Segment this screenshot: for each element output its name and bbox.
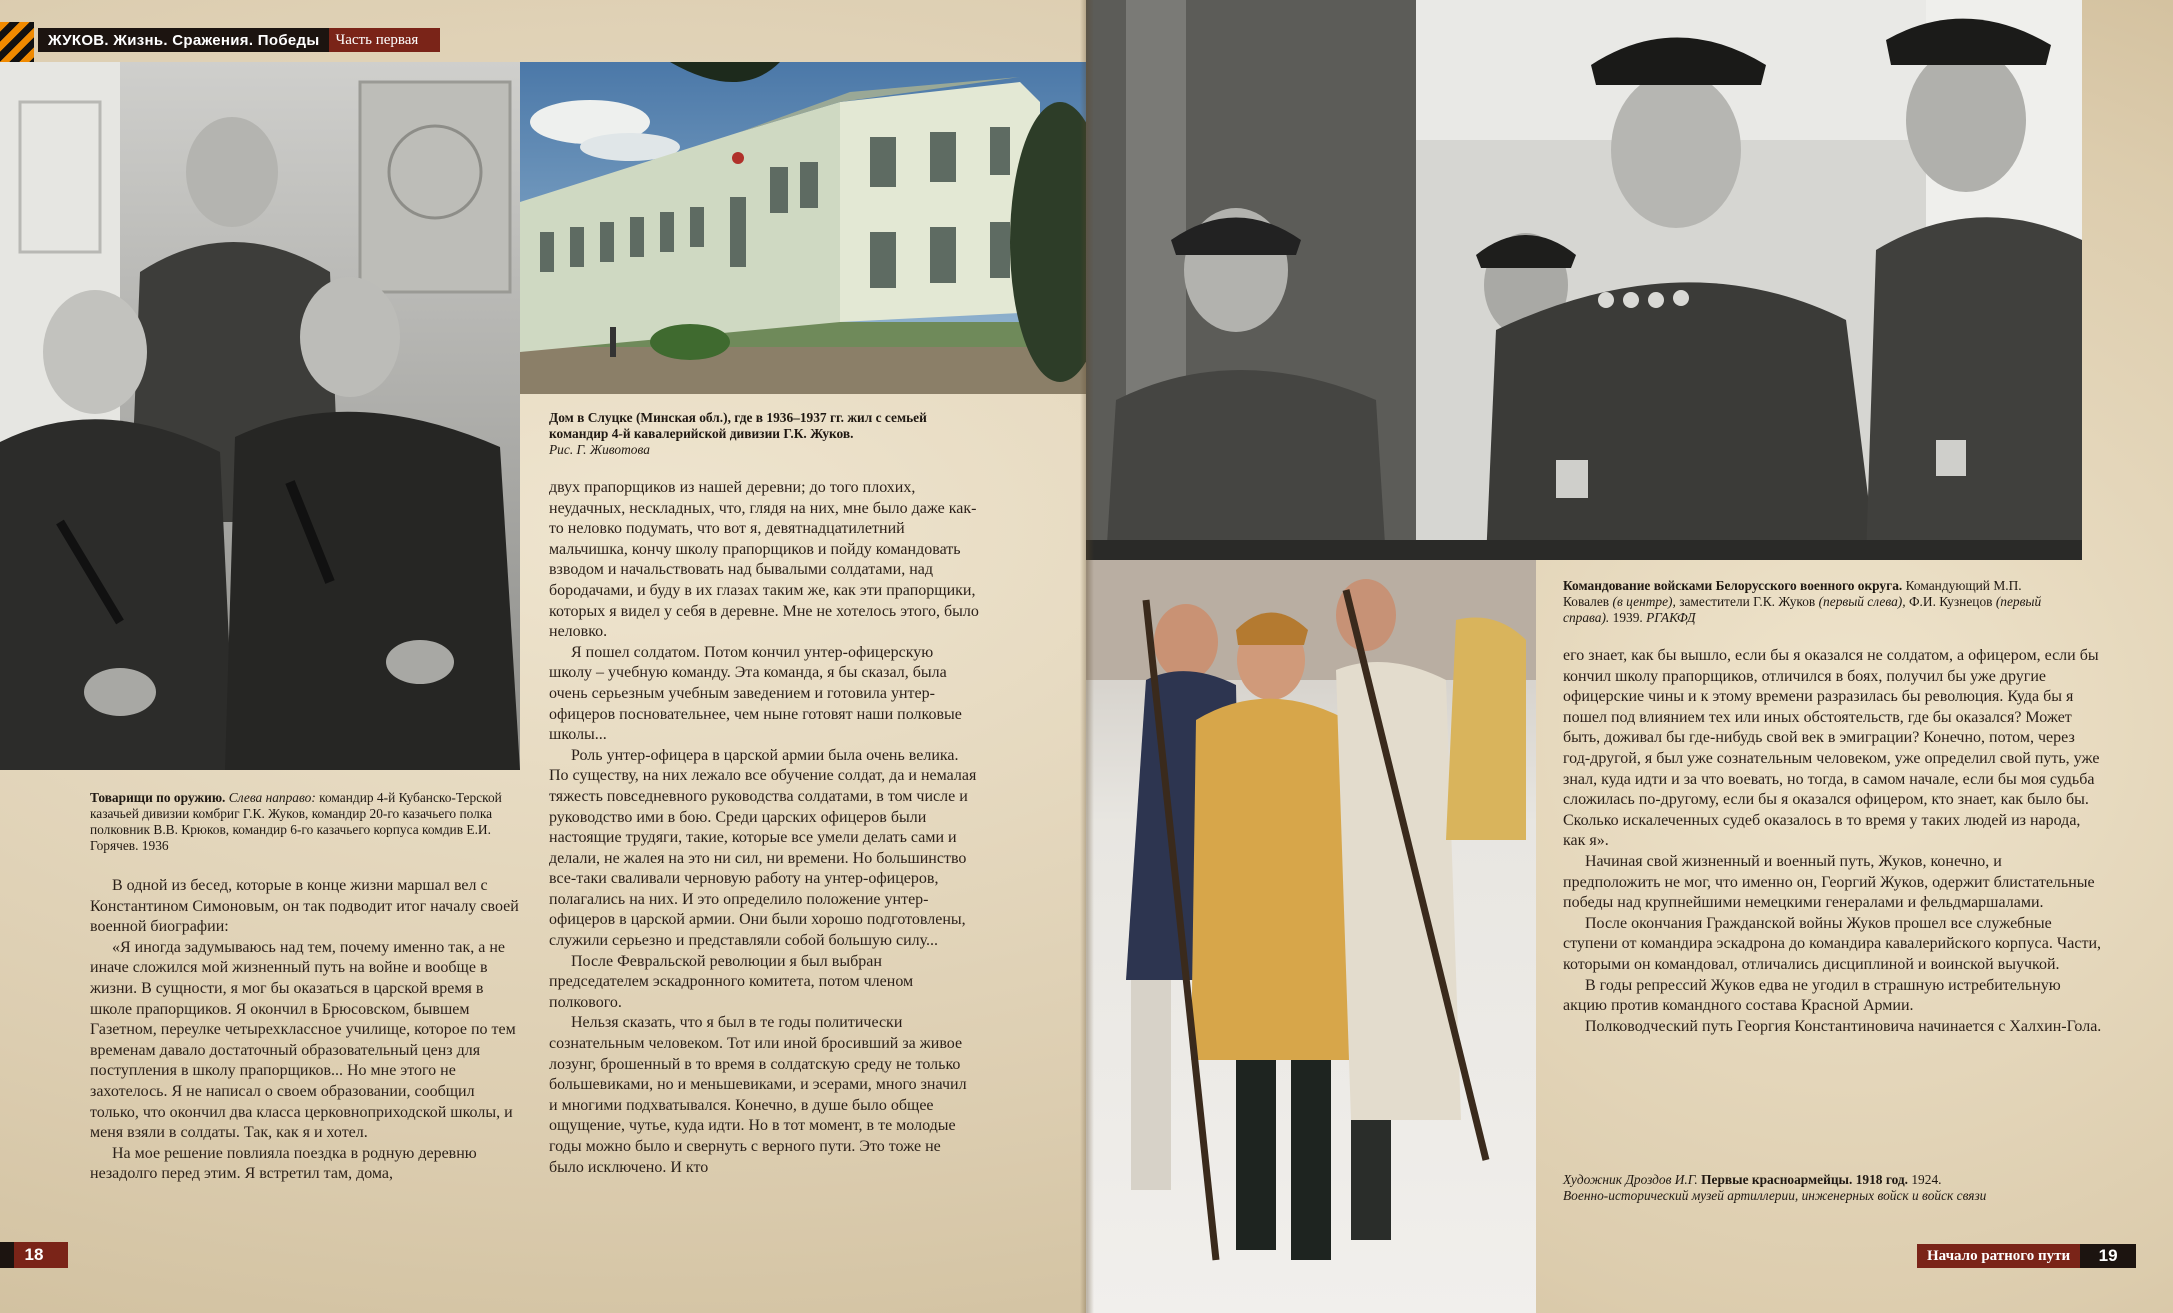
caption-painting-source: Военно-исторический музей артиллерии, инженерных войск и войск связи — [1563, 1188, 1987, 1203]
paragraph: В годы репрессий Жуков едва не угодил в страшную истребительную акцию против командного состава Красной Армии. — [1563, 976, 2061, 1015]
caption-command-i2: (первый слева), — [1818, 594, 1906, 609]
paragraph: Роль унтер-офицера в царской армии была очень велика. По существу, на них лежало все обучение солдат, да и немалая тяжесть повседневного руководства солдатами, в том числе и руководство ими в бою. Среди царских офицеров были настоящие трудяги, такие, которые все умели делать сами и делали, не жалея на это ни сил, ни времени. Но большинство все-таки сваливали черновую работу на унтер-офицеров, полагались на них. И это определило положение унтер-офицеров в царской армии. Они были хорошо подготовлены, служили серьезно и представляли собой большую силу... — [549, 746, 977, 950]
caption-comrades — [90, 790, 520, 854]
st-george-ribbon-icon — [0, 22, 34, 62]
paragraph: После Февральской революции я был выбран председателем эскадронного комитета, потом членом полкового. — [549, 952, 914, 1011]
painting-first-red-army-soldiers — [1086, 560, 1536, 1313]
book-spine-shadow — [1080, 0, 1094, 1313]
text-column-2 — [549, 478, 979, 1178]
paragraph: После окончания Гражданской войны Жуков прошел все служебные ступени от командира эскадрона до командира кавалерийского корпуса. Части, которыми он командовал, отличались дисциплиной и воинской выучкой. — [1563, 914, 2102, 973]
paragraph: двух прапорщиков из нашей деревни; до того плохих, неудачных, нескладных, что, глядя на них, мне было даже как-то неловко подумать, что вот я, девятнадцатилетний мальчишка, кончу школу прапорщиков и пойду командовать взводом и начальствовать над бывалыми солдатами, над бородачами, и буду в их глазах таким же, как эти прапорщики, которых я видел у себя в деревне. Мне не хотелось этого, было неловко. — [549, 479, 979, 641]
book-title: ЖУКОВ. Жизнь. Сражения. Победы — [48, 31, 320, 49]
caption-painting-author: Художник Дроздов И.Г. — [1563, 1172, 1698, 1187]
caption-comrades-text: командир 4-й Кубанско-Терской казачьей дивизии комбриг Г.К. Жуков, командир 20-го казачьего полка полковник В.В. Крюков, командир 6-го казачьего корпуса комдив Е.И. Горячев. 1936 — [90, 790, 502, 853]
text-column-1 — [90, 876, 520, 1185]
caption-command-t4: 1939. — [1612, 610, 1643, 625]
caption-command-i4: РГАКФД — [1646, 610, 1696, 625]
paragraph: В одной из бесед, которые в конце жизни маршал вел с Константином Симоновым, он так подводит итог началу своей военной биографии: — [90, 877, 519, 936]
paragraph: его знает, как бы вышло, если бы я оказался не солдатом, а офицером, если бы кончил школу прапорщиков, отличился в боях, получил бы уже другие офицерские чины и к этому времени разразилась бы революция. Куда бы я пошел под влиянием тех или иных обстоятельств, где бы оказался? Может быть, доживал бы где-нибудь свой век в эмиграции? Конечно, потом, через год-другой, я был уже сознательным человеком, уже определил свой путь, уже знал, куда идти и за что воевать, но тогда, в самом начале, если бы моя судьба сложилась по-другому, если бы я оказался офицером, кто знает, как было бы. Сколько искалеченных судеб оказалось в то время у таких людей из народа, как я». — [1563, 647, 2100, 850]
section-title: Начало ратного пути — [1917, 1244, 2080, 1268]
caption-command-i1: (в центре), — [1612, 594, 1676, 609]
paragraph: «Я иногда задумываюсь над тем, почему именно так, а не иначе сложился мой жизненный путь на войне и вообще в жизни. В сущности, я мог бы оказаться в царской время в школе прапорщиков. Я окончил в Брюсовском, бывшем Газетном, переулке четырехклассное училище, которое по тем временам давало достаточный образовательный ценз для поступления в школу прапорщиков... Но мне этого не захотелось. Я не написал о своем образовании, сообщил только, что окончил два класса церковноприходской школы, и меня взяли в солдаты. Так, как я и хотел. — [90, 938, 516, 1142]
page-number-right: 19 — [2080, 1244, 2136, 1268]
caption-command-t1: Командующий М.П. Ковалев — [1563, 578, 2022, 609]
caption-command-t2: заместители Г.К. Жуков — [1679, 594, 1816, 609]
left-page — [0, 0, 1086, 1313]
caption-command-t3: Ф.И. Кузнецов — [1908, 594, 1993, 609]
running-header — [38, 28, 440, 52]
caption-house-author: Рис. Г. Животова — [549, 442, 650, 457]
paragraph: Я пошел солдатом. Потом кончил унтер-офицерскую школу – учебную команду. Эта команда, я бы сказал, была очень серьезным учебным заведением и готовила унтер-офицеров посновательнее, чем ныне готовят наши полковые школы... — [549, 643, 962, 744]
caption-command-title: Командование войсками Белорусского военного округа. — [1563, 578, 1903, 593]
caption-comrades-title: Товарищи по оружию. — [90, 790, 226, 805]
caption-house-title: Дом в Слуцке (Минская обл.), где в 1936–1937 гг. жил с семьей командир 4-й кавалерийской дивизии Г.К. Жуков. — [549, 410, 927, 441]
caption-command — [1563, 578, 2053, 626]
photo-command-belorussian — [1086, 0, 2082, 560]
caption-comrades-direction: Слева направо: — [228, 790, 316, 805]
page-number-left: 18 — [0, 1242, 68, 1268]
paragraph: Нельзя сказать, что я был в те годы политически сознательным человеком. Тот или иной бросивший за живое лозунг, брошенный в то время в солдатскую среду не только большевиками, но и меньшевиками, и эсерами, много значил и многими подхватывался. Конечно, в душе было общее ощущение, чутье, куда идти. Но в тот момент, в те молодые годы можно было и свернуть с верного пути. Это тоже не было исключено. И кто — [549, 1014, 967, 1176]
photo-comrades — [0, 62, 520, 770]
caption-painting-year: 1924. — [1911, 1172, 1942, 1187]
paragraph: Начиная свой жизненный и военный путь, Жуков, конечно, и предположить не мог, что именно он, Георгий Жуков, одержит блистательные победы над крупнейшими немецкими генералами и фельдмаршалами. — [1563, 852, 2095, 912]
paragraph: Полководческий путь Георгия Константиновича начинается с Халхин-Гола. — [1585, 1017, 2102, 1035]
text-column-3 — [1563, 646, 2103, 1037]
caption-painting-title: Первые красноармейцы. 1918 год. — [1701, 1172, 1908, 1187]
paragraph: На мое решение повлияла поездка в родную деревню незадолго перед этим. Я встретил там, дома, — [90, 1144, 477, 1183]
page-footer-right — [1917, 1244, 2136, 1268]
caption-painting — [1563, 1172, 2103, 1204]
caption-house — [549, 410, 979, 458]
right-page — [1086, 0, 2173, 1313]
part-label: Часть первая — [329, 28, 440, 52]
painting-house-slutsk — [520, 62, 1086, 394]
caption-command-i3: (первый справа). — [1563, 594, 2042, 625]
